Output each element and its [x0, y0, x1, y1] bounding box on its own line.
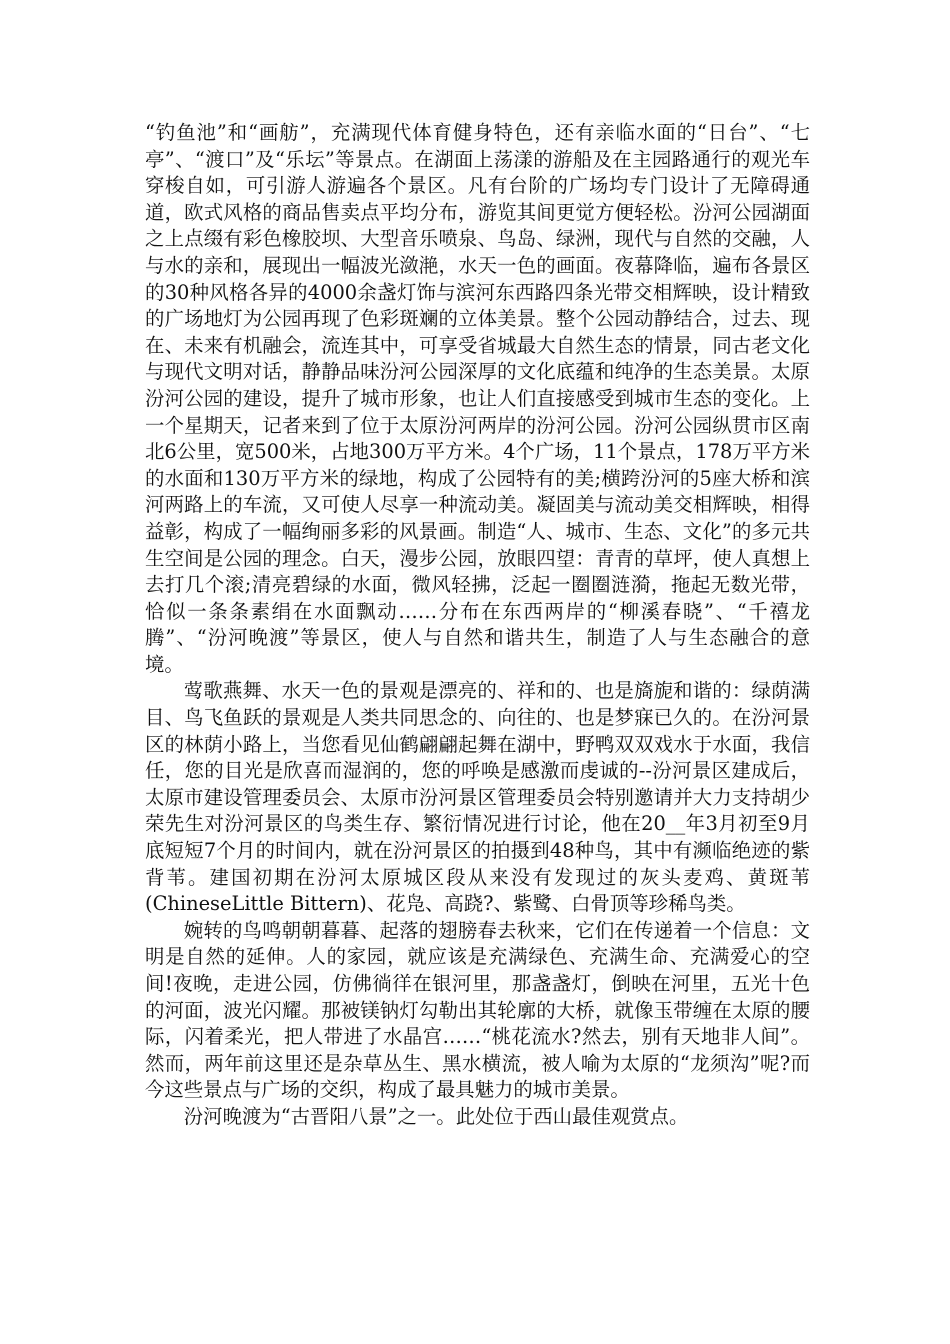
paragraph-night-scene: 婉转的鸟鸣朝朝暮暮、起落的翅膀春去秋来，它们在传递着一个信息：文明是自然的延伸。人的家园，就应该是充满绿色、充满生命、充满爱心的空间!夜晚，走进公园，仿佛徜徉在银河里，那盏盏灯，倒映在河里，五光十色的河面，波光闪耀。那被镁钠灯勾勒出其轮廓的大桥，就像玉带缠在太原的腰际，闪着柔光，把人带进了水晶宫……“桃花流水?然去，别有天地非人间”。然而，两年前这里还是杂草丛生、黑水横流，被人喻为太原的“龙须沟”呢?而今这些景点与广场的交织，构成了最具魅力的城市美景。: [145, 918, 810, 1102]
paragraph-evening-ferry: 汾河晚渡为“古晋阳八景”之一。此处位于西山最佳观赏点。: [183, 1104, 689, 1128]
paragraph-birds: 莺歌燕舞、水天一色的景观是漂亮的、祥和的、也是旖旎和谐的：绿荫满目、鸟飞鱼跃的景观是人类共同思念的、向往的、也是梦寐已久的。在汾河景区的林荫小路上，当您看见仙鹤翩翩起舞在湖中，野鸭双双戏水于水面，我信任，您的目光是欣喜而湿润的，您的呼唤是感激而虔诚的--汾河景区建成后，太原市建设管理委员会、太原市汾河景区管理委员会特别邀请并大力支持胡少荣先生对汾河景区的鸟类生存、繁衍情况进行讨论，他在20__年3月初至9月底短短7个月的时间内，就在汾河景区的拍摄到48种鸟，其中有濒临绝迹的紫背苇。建国初期在汾河太原城区段从来没有发现过的灰头麦鸡、黄斑苇(ChineseLittle Bittern)、花凫、高跷?、紫鹭、白骨顶等珍稀鸟类。: [145, 679, 810, 916]
document-body: [145, 120, 810, 1131]
paragraph-park-features: “钓鱼池”和“画舫”，充满现代体育健身特色，还有亲临水面的“日台”、“七亭”、“渡口”及“乐坛”等景点。在湖面上荡漾的游船及在主园路通行的观光车穿梭自如，可引游人游遍各个景区。凡有台阶的广场均专门设计了无障碍通道，欧式风格的商品售卖点平均分布，游览其间更觉方便轻松。汾河公园湖面之上点缀有彩色橡胶坝、大型音乐喷泉、鸟岛、绿洲，现代与自然的交融，人与水的亲和，展现出一幅波光潋滟，水天一色的画面。夜幕降临，遍布各景区的30种风格各异的4000余盏灯饰与滨河东西路四条光带交相辉映，设计精致的广场地灯为公园再现了色彩斑斓的立体美景。整个公园动静结合，过去、现在、未来有机融会，流连其中，可享受省城最大自然生态的情景，同古老文化与现代文明对话，静静品味汾河公园深厚的文化底蕴和纯净的生态美景。太原汾河公园的建设，提升了城市形象，也让人们直接感受到城市生态的变化。上一个星期天，记者来到了位于太原汾河两岸的汾河公园。汾河公园纵贯市区南北6公里，宽500米，占地300万平方米。4个广场，11个景点，178万平方米的水面和130万平方米的绿地，构成了公园特有的美;横跨汾河的5座大桥和滨河两路上的车流，又可使人尽享一种流动美。凝固美与流动美交相辉映，相得益彰，构成了一幅绚丽多彩的风景画。制造“人、城市、生态、文化”的多元共生空间是公园的理念。白天，漫步公园，放眼四望：青青的草坪，使人真想上去打几个滚;清亮碧绿的水面，微风轻拂，泛起一圈圈涟漪，拖起无数光带，恰似一条条素绢在水面飘动……分布在东西两岸的“柳溪春晓”、“千禧龙腾”、“汾河晚渡”等景区，使人与自然和谐共生，制造了人与生态融合的意境。: [145, 121, 810, 676]
